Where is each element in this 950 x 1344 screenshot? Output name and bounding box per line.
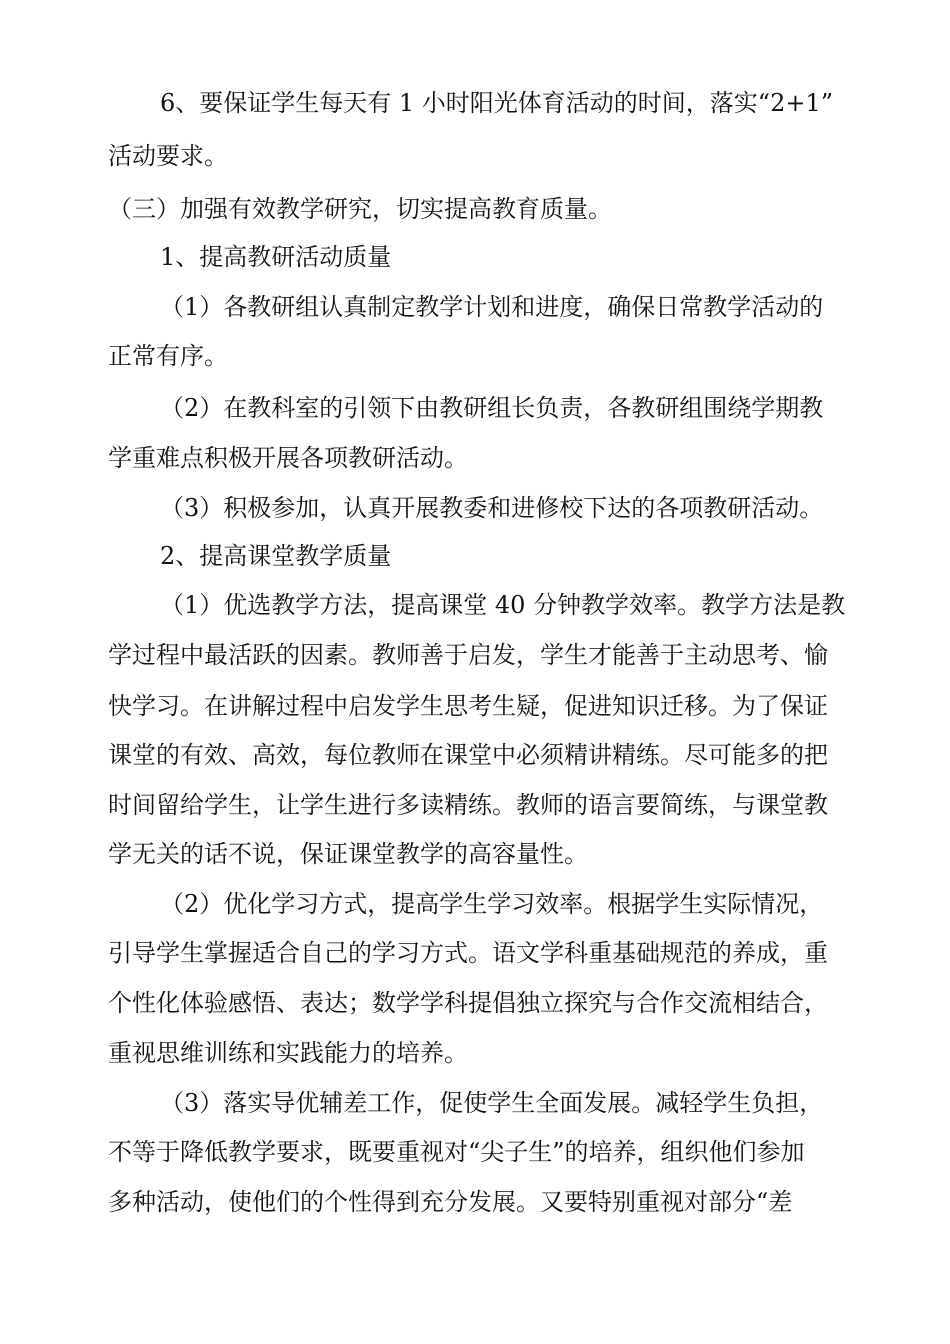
- text-line: 正常有序。: [108, 342, 228, 370]
- text-line: （3）落实导优辅差工作，促使学生全面发展。减轻学生负担，: [160, 1089, 824, 1117]
- text-line: 课堂的有效、高效，每位教师在课堂中必须精讲精练。尽可能多的把: [108, 741, 828, 769]
- text-line: （3）积极参加，认真开展教委和进修校下达的各项教研活动。: [160, 494, 824, 522]
- text-line: 不等于降低教学要求，既要重视对“尖子生”的培养，组织他们参加: [108, 1138, 805, 1166]
- text-line: 时间留给学生，让学生进行多读精练。教师的语言要简练，与课堂教: [108, 791, 828, 819]
- text-line: （1）各教研组认真制定教学计划和进度，确保日常教学活动的: [160, 293, 824, 321]
- subsection-heading: 2、提高课堂教学质量: [160, 542, 392, 570]
- text-line: 活动要求。: [108, 142, 228, 170]
- text-line: 6、要保证学生每天有 1 小时阳光体育活动的时间，落实“2+1”: [160, 89, 833, 117]
- text-line: 学无关的话不说，保证课堂教学的高容量性。: [108, 840, 588, 868]
- subsection-heading: 1、提高教研活动质量: [160, 243, 392, 271]
- text-line: 快学习。在讲解过程中启发学生思考生疑，促进知识迁移。为了保证: [108, 692, 828, 720]
- section-heading: （三）加强有效教学研究，切实提高教育质量。: [108, 195, 612, 223]
- text-line: （2）优化学习方式，提高学生学习效率。根据学生实际情况，: [160, 890, 824, 918]
- text-line: 学重难点积极开展各项教研活动。: [108, 444, 468, 472]
- text-line: （1）优选教学方法，提高课堂 40 分钟教学效率。教学方法是教: [160, 591, 846, 619]
- text-line: 个性化体验感悟、表达；数学学科提倡独立探究与合作交流相结合，: [108, 989, 828, 1017]
- text-line: 重视思维训练和实践能力的培养。: [108, 1039, 468, 1067]
- text-line: （2）在教科室的引领下由教研组长负责，各教研组围绕学期教: [160, 394, 824, 422]
- text-line: 多种活动，使他们的个性得到充分发展。又要特别重视对部分“差: [108, 1188, 793, 1216]
- text-line: 引导学生掌握适合自己的学习方式。语文学科重基础规范的养成，重: [108, 939, 828, 967]
- text-line: 学过程中最活跃的因素。教师善于启发，学生才能善于主动思考、愉: [108, 641, 828, 669]
